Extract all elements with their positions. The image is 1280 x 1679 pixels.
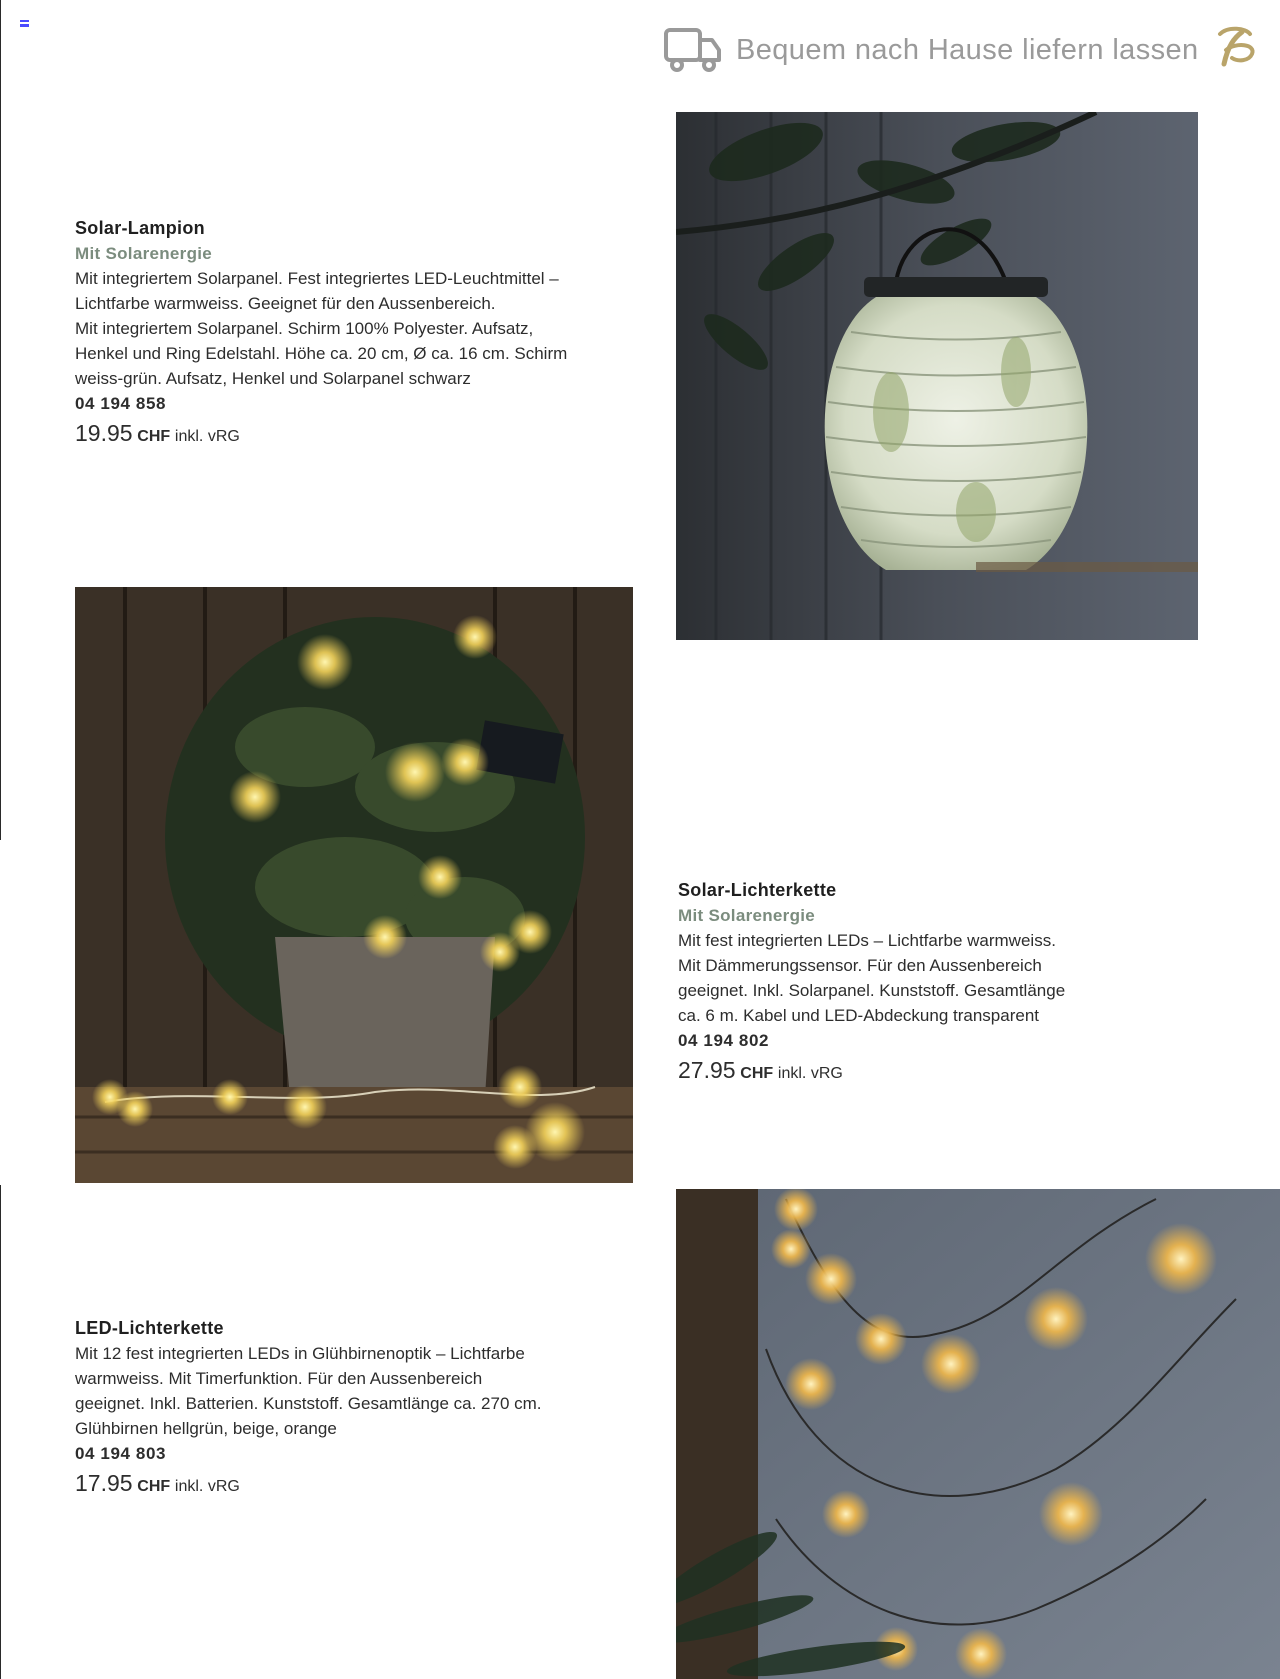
delivery-truck-icon [664, 26, 722, 74]
vat-note: inkl. vRG [174, 1478, 240, 1495]
solar-string-lights-photo [75, 587, 633, 1183]
product-title: Solar-Lampion [75, 218, 205, 238]
price: 17.95 [75, 1470, 133, 1496]
solar-lantern-photo [676, 112, 1198, 640]
delivery-text: Bequem nach Hause liefern lassen [736, 34, 1199, 66]
price-line [678, 1058, 1238, 1086]
article-number: 04 194 802 [678, 1031, 770, 1050]
product-solar-lampion [75, 216, 635, 449]
vat-note: inkl. vRG [777, 1065, 843, 1082]
left-edge-rule [0, 0, 1, 840]
product-led-lichterkette [75, 1316, 655, 1499]
price: 27.95 [678, 1057, 736, 1083]
left-edge-rule-lower [0, 1185, 1, 1679]
vat-note: inkl. vRG [174, 428, 240, 445]
menu-icon[interactable] [20, 20, 29, 27]
price: 19.95 [75, 420, 133, 446]
product-description: Mit fest integrierten LEDs – Lichtfarbe warmweiss. Mit Dämmerungssensor. Für den Aussenbereich geeignet. Inkl. Solarpanel. Kunststoff. Gesamtlänge ca. 6 m. Kabel und LED-Abdeckung transparent [678, 931, 1066, 1025]
product-subtitle: Mit Solarenergie [678, 906, 816, 925]
article-number: 04 194 858 [75, 394, 167, 413]
delivery-header [664, 24, 1264, 80]
product-description: Mit 12 fest integrierten LEDs in Glühbirnenoptik – Lichtfarbe warmweiss. Mit Timerfunktion. Für den Aussenbereich geeignet. Inkl. Batterien. Kunststoff. Gesamtlänge ca. 270 cm. Glühbirnen hellgrün, beige, orange [75, 1344, 542, 1438]
article-number: 04 194 803 [75, 1444, 167, 1463]
product-title: LED-Lichterkette [75, 1318, 224, 1338]
product-title: Solar-Lichterkette [678, 880, 837, 900]
price-line [75, 1471, 655, 1499]
currency: CHF [137, 428, 171, 445]
product-subtitle: Mit Solarenergie [75, 244, 213, 263]
product-solar-lichterkette [678, 878, 1238, 1086]
currency: CHF [740, 1065, 774, 1082]
currency: CHF [137, 1478, 171, 1495]
brand-logo-icon [1212, 24, 1260, 72]
product-description: Mit integriertem Solarpanel. Fest integriertes LED-Leuchtmittel – Lichtfarbe warmweiss. Geeignet für den Aussenbereich. Mit integriertem Solarpanel. Schirm 100% Polyester. Aufsatz, Henkel und Ring Edelstahl. Höhe ca. 20 cm, Ø ca. 16 cm. Schirm weiss-grün. Aufsatz, Henkel und Solarpanel schwarz [75, 269, 568, 388]
price-line [75, 421, 635, 449]
led-string-lights-photo [676, 1189, 1280, 1679]
